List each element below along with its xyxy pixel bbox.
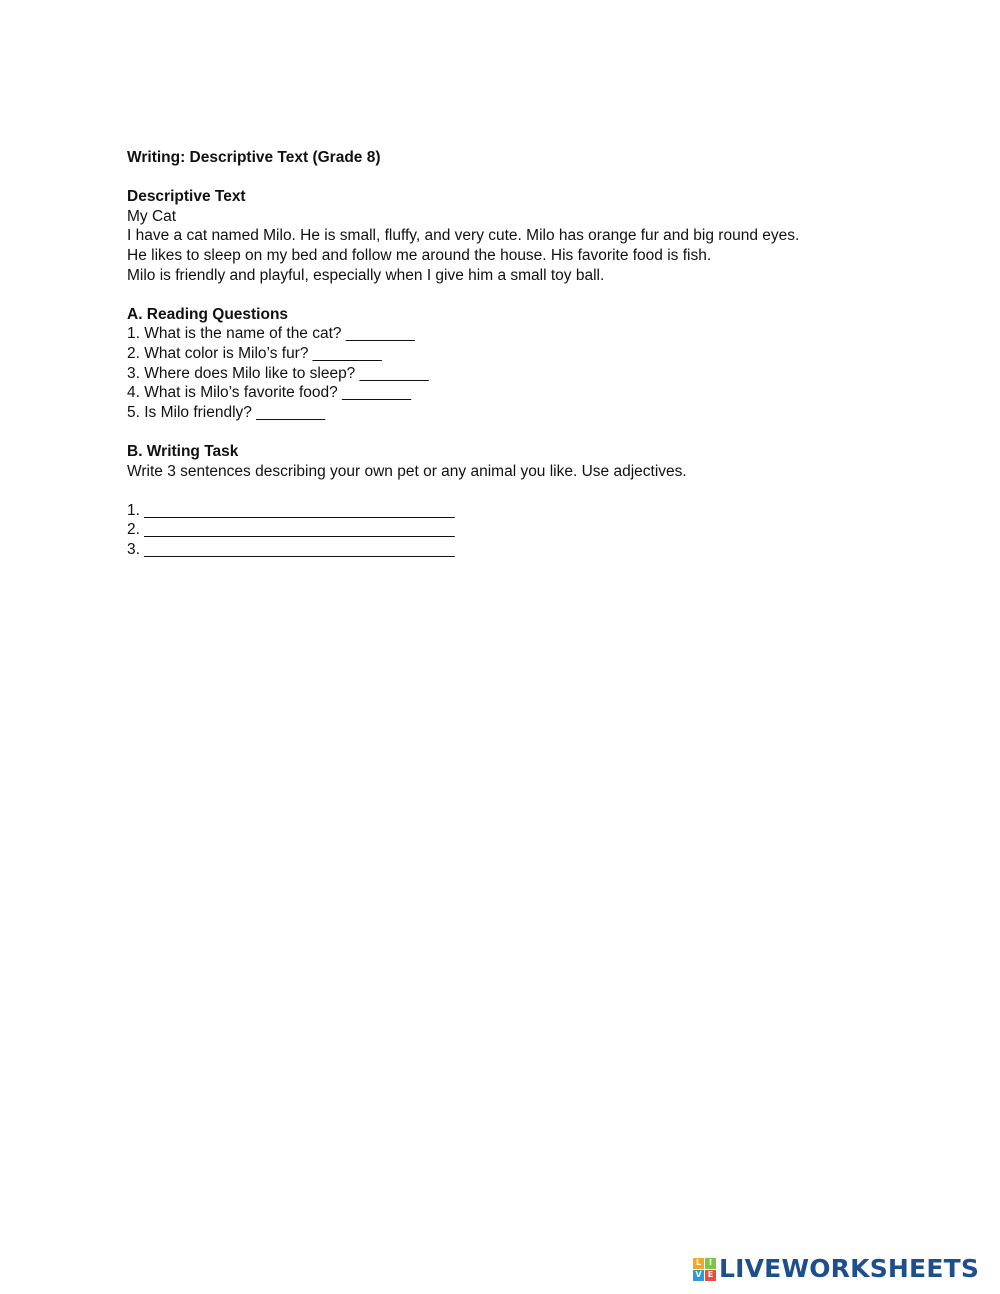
answer-line[interactable]: 2. ____________________________________: [127, 521, 455, 539]
reading-question[interactable]: 1. What is the name of the cat? ________: [127, 325, 415, 343]
answer-line[interactable]: 3. ____________________________________: [127, 540, 455, 558]
worksheet-title: Writing: Descriptive Text (Grade 8): [127, 149, 381, 166]
reading-question[interactable]: 5. Is Milo friendly? ________: [127, 403, 326, 421]
writing-task-heading: B. Writing Task: [127, 442, 239, 460]
writing-task-instruction: Write 3 sentences describing your own pet or any animal you like. Use adjectives.: [127, 462, 687, 480]
reading-questions-heading: A. Reading Questions: [127, 305, 289, 323]
descriptive-text-heading: Descriptive Text: [127, 188, 246, 206]
text-subtitle: My Cat: [127, 207, 177, 225]
reading-question[interactable]: 3. Where does Milo like to sleep? ________: [127, 364, 429, 382]
liveworksheets-logo: [693, 1256, 979, 1282]
paragraph-line: Milo is friendly and playful, especially when I give him a small toy ball.: [127, 266, 605, 284]
worksheet-document: [127, 148, 887, 559]
reading-question[interactable]: 2. What color is Milo’s fur? ________: [127, 344, 382, 362]
paragraph-line: I have a cat named Milo. He is small, fluffy, and very cute. Milo has orange fur and big round eyes.: [127, 227, 800, 245]
answer-line[interactable]: 1. ____________________________________: [127, 501, 455, 519]
logo-mark-icon: L I V E: [693, 1258, 716, 1281]
logo-text: LIVEWORKSHEETS: [719, 1254, 980, 1283]
reading-question[interactable]: 4. What is Milo’s favorite food? ________: [127, 384, 412, 402]
paragraph-line: He likes to sleep on my bed and follow me around the house. His favorite food is fish.: [127, 246, 712, 264]
